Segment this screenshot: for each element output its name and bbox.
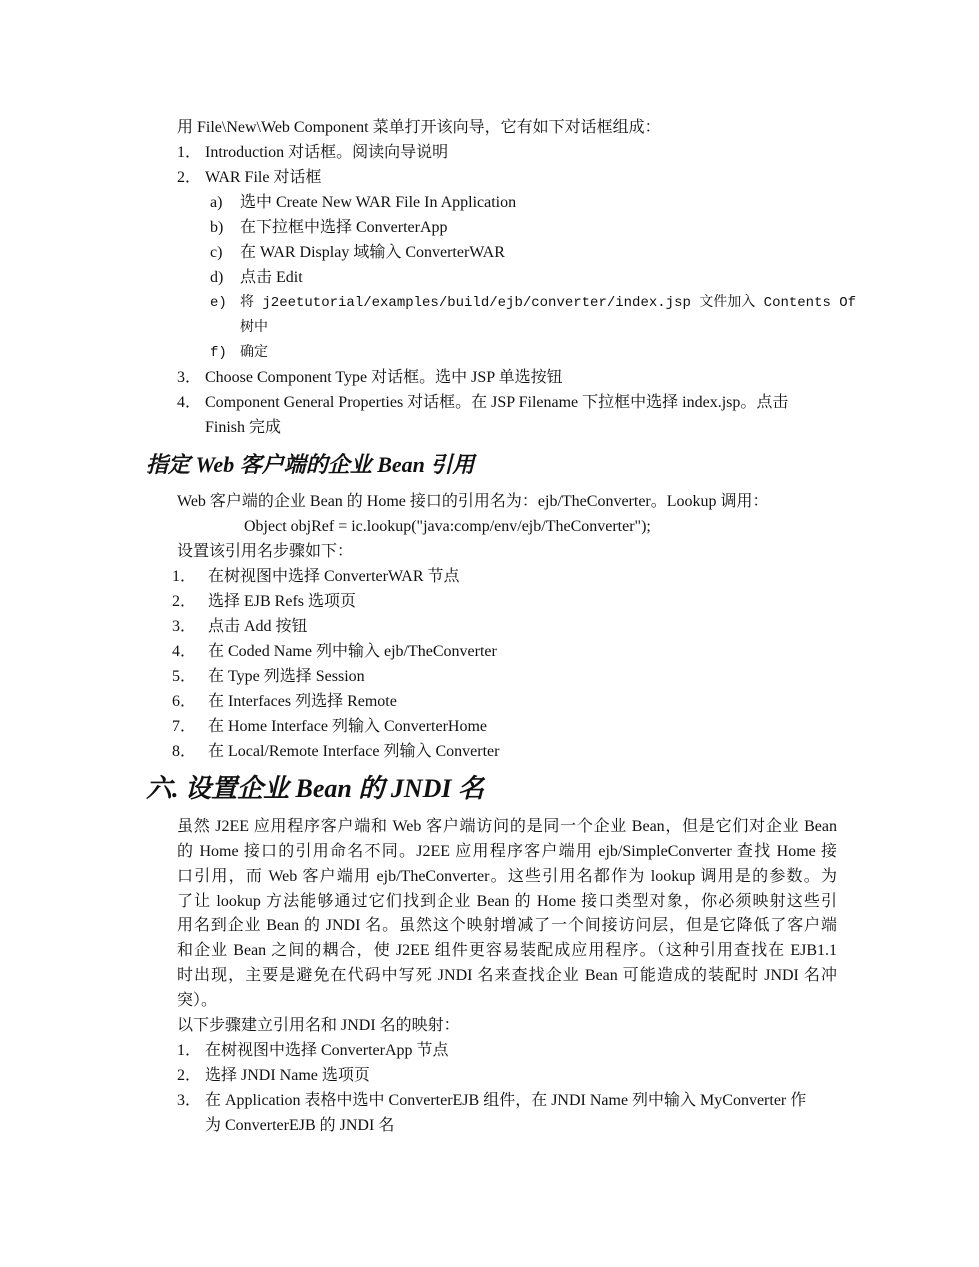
para-line: 和企业 Bean 之间的耦合，使 J2EE 组件更容易装配成应用程序。（这种引用查找在 EJB1.1 — [177, 942, 837, 959]
step-number: 8． — [172, 743, 197, 760]
step-text: 在树视图中选择 ConverterApp 节点 — [205, 1042, 449, 1059]
list-item — [177, 1066, 370, 1086]
step-text: 在 Type 列选择 Session — [208, 668, 365, 685]
list-item — [172, 642, 497, 662]
step-text: 在 Interfaces 列选择 Remote — [208, 693, 397, 710]
list-item — [172, 692, 397, 712]
list-item — [210, 293, 856, 313]
step-number: 5． — [172, 668, 197, 685]
step-text: 在树视图中选择 ConverterWAR 节点 — [208, 568, 460, 585]
substep-letter: c) — [210, 244, 223, 261]
step-text: 在 Coded Name 列中输入 ejb/TheConverter — [208, 643, 497, 660]
substep-text: 在下拉框中选择 ConverterApp — [240, 219, 448, 236]
list-item — [177, 143, 448, 163]
substep-text: 点击 Edit — [240, 269, 303, 286]
list-item — [172, 717, 487, 737]
step-number: 4． — [172, 643, 197, 660]
substep-letter: e) — [210, 295, 227, 311]
list-item — [210, 218, 448, 238]
step-number: 1． — [172, 568, 197, 585]
step-continuation: Finish 完成 — [205, 419, 282, 436]
web-line1: Web 客户端的企业 Bean 的 Home 接口的引用名为：ejb/TheConverter。Lookup 调用： — [177, 493, 769, 510]
list-item — [210, 268, 303, 288]
intro-line: 用 File\New\Web Component 菜单打开该向导，它有如下对话框组成： — [177, 119, 661, 136]
step-number: 3． — [177, 369, 202, 386]
step-continuation: 为 ConverterEJB 的 JNDI 名 — [205, 1117, 395, 1134]
step-number: 6． — [172, 693, 197, 710]
step-text: Introduction 对话框。阅读向导说明 — [205, 144, 449, 161]
step-text: 点击 Add 按钮 — [208, 618, 308, 635]
list-item — [177, 1091, 806, 1111]
step-number: 2． — [172, 593, 197, 610]
list-item — [210, 243, 505, 263]
step-text: Choose Component Type 对话框。选中 JSP 单选按钮 — [205, 369, 563, 386]
list-item — [177, 1041, 449, 1061]
step-number: 7． — [172, 718, 197, 735]
step-text: 选择 EJB Refs 选项页 — [208, 593, 357, 610]
step-text: WAR File 对话框 — [205, 169, 322, 186]
list-item — [172, 742, 499, 762]
list-item — [177, 168, 321, 188]
substep-text: 在 WAR Display 域输入 ConverterWAR — [240, 244, 505, 261]
web-line2: 设置该引用名步骤如下： — [177, 543, 354, 560]
list-item — [177, 393, 837, 413]
para-line: 时出现，主要是避免在代码中写死 JNDI 名来查找企业 Bean 可能造成的装配时 JNDI 名冲 — [177, 967, 837, 984]
step-number: 1． — [177, 144, 202, 161]
para-line: 了让 lookup 方法能够通过它们找到企业 Bean 的 Home 接口类型对象，你必须映射这些引 — [177, 893, 837, 910]
step-text: 在 Local/Remote Interface 列输入 Converter — [208, 743, 500, 760]
section-heading-web: 指定 Web 客户端的企业 Bean 引用 — [146, 452, 475, 477]
step-text: 选择 JNDI Name 选项页 — [205, 1067, 370, 1084]
list-item — [210, 343, 268, 363]
list-item — [172, 667, 365, 687]
section-heading-jndi: 六. 设置企业 Bean 的 JNDI 名 — [146, 774, 485, 803]
step-text: Component General Properties 对话框。在 JSP Filename 下拉框中选择 index.jsp。点击 — [205, 394, 789, 411]
list-item — [177, 368, 563, 388]
jndi-line2: 以下步骤建立引用名和 JNDI 名的映射： — [177, 1017, 460, 1034]
substep-text: 确定 — [240, 345, 268, 361]
step-text: 在 Home Interface 列输入 ConverterHome — [208, 718, 488, 735]
step-number: 2． — [177, 1067, 202, 1084]
code-line: Object objRef = ic.lookup("java:comp/env/ejb/TheConverter"); — [244, 518, 651, 535]
step-number: 3． — [172, 618, 197, 635]
step-number: 2． — [177, 169, 202, 186]
para-line: 用名到企业 Bean 的 JNDI 名。虽然这个映射增减了一个间接访问层，但是它降低了客户端 — [177, 917, 837, 934]
substep-letter: a) — [210, 194, 223, 211]
para-line: 突）。 — [177, 992, 218, 1009]
para-line: 虽然 J2EE 应用程序客户端和 Web 客户端访问的是同一个企业 Bean，但是它们对企业 Bean — [177, 818, 837, 835]
substep-letter: b) — [210, 219, 224, 236]
step-text: 在 Application 表格中选中 ConverterEJB 组件，在 JNDI Name 列中输入 MyConverter 作 — [205, 1092, 807, 1109]
step-number: 1． — [177, 1042, 202, 1059]
list-item — [172, 567, 460, 587]
list-item — [172, 592, 356, 612]
para-line: 口引用，而 Web 客户端用 ejb/TheConverter。这些引用名都作为 lookup 调用是的参数。为 — [177, 868, 837, 885]
list-item — [172, 617, 308, 637]
step-number: 4． — [177, 394, 202, 411]
substep-text: 选中 Create New WAR File In Application — [240, 194, 517, 211]
step-number: 3． — [177, 1092, 202, 1109]
substep-letter: f) — [210, 345, 227, 361]
substep-continuation: 树中 — [240, 320, 268, 336]
substep-letter: d) — [210, 269, 224, 286]
list-item — [210, 193, 516, 213]
para-line: 的 Home 接口的引用命名不同。J2EE 应用程序客户端用 ejb/SimpleConverter 查找 Home 接 — [177, 843, 837, 860]
substep-text: 将 j2eetutorial/examples/build/ejb/converter/index.jsp 文件加入 Contents Of — [240, 295, 857, 311]
